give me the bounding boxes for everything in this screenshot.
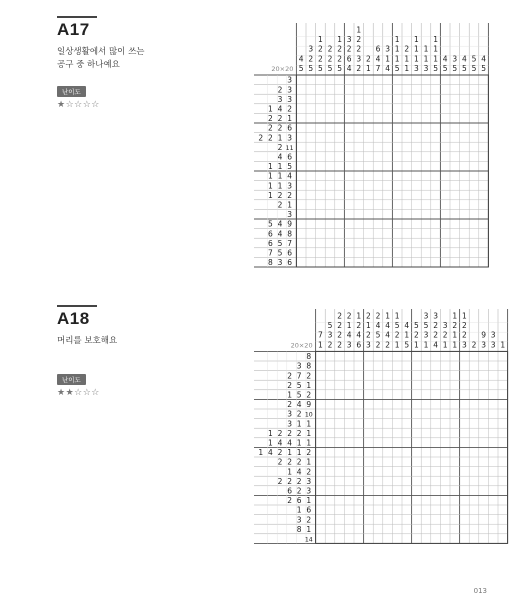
row-clue: 9 (306, 400, 312, 410)
row-clue: 11 (285, 144, 294, 152)
row-clue: 1 (268, 438, 273, 448)
row-clue: 1 (287, 114, 292, 124)
puzzle-id: A18 (57, 309, 90, 328)
row-clue: 1 (287, 390, 292, 400)
row-clue: 2 (277, 114, 283, 124)
row-clue: 3 (287, 133, 292, 143)
column-clue: 1 (500, 340, 506, 350)
row-clue: 1 (277, 133, 283, 143)
row-clue: 2 (268, 114, 273, 124)
row-clue: 2 (287, 400, 292, 410)
row-clue: 2 (277, 142, 283, 152)
row-clue: 1 (268, 162, 273, 172)
column-clue: 2 (433, 330, 438, 340)
row-clue: 14 (304, 536, 313, 544)
row-clue: 2 (277, 448, 283, 458)
grid-size-label: 20×20 (290, 341, 313, 350)
row-clue: 2 (306, 371, 312, 381)
column-clue: 3 (423, 63, 429, 73)
column-clue: 5 (471, 54, 477, 64)
title-rule (57, 16, 97, 18)
row-clue: 6 (306, 505, 312, 515)
column-clue: 1 (366, 63, 371, 73)
column-clue: 3 (346, 340, 352, 350)
column-clue: 5 (394, 63, 400, 73)
row-clue: 2 (277, 476, 283, 486)
column-clue: 2 (442, 330, 448, 340)
row-clue: 6 (287, 152, 292, 162)
column-clue: 2 (414, 330, 419, 340)
column-clue: 1 (337, 35, 342, 45)
row-clue: 2 (287, 104, 292, 114)
row-clue: 2 (296, 428, 302, 438)
row-clue: 4 (277, 219, 283, 229)
row-clue: 2 (287, 371, 292, 381)
row-clue: 1 (306, 524, 312, 534)
column-clue: 4 (375, 321, 381, 331)
column-clue: 3 (366, 340, 371, 350)
row-clue: 3 (296, 515, 302, 525)
column-clue: 3 (356, 54, 362, 64)
row-clue: 2 (306, 467, 312, 477)
row-clue: 1 (287, 200, 292, 210)
row-clue: 1 (268, 181, 273, 191)
row-clue: 1 (268, 171, 273, 181)
column-clue: 1 (318, 35, 323, 45)
row-clue: 2 (296, 457, 302, 467)
column-clue: 2 (327, 44, 333, 54)
puzzle-description: 머리를 보호해요 (57, 336, 118, 346)
column-clue: 3 (481, 340, 486, 350)
row-clue: 2 (287, 457, 292, 467)
row-clue: 2 (306, 448, 312, 458)
row-clue: 2 (287, 496, 292, 506)
row-clue: 2 (296, 409, 302, 419)
column-clue: 3 (423, 311, 429, 321)
row-clue: 4 (287, 438, 292, 448)
page-number: 013 (473, 587, 487, 595)
puzzle-a18-header (57, 305, 117, 399)
row-clue: 2 (268, 133, 273, 143)
column-clue: 1 (414, 340, 419, 350)
column-clue: 2 (385, 340, 390, 350)
column-clue: 5 (327, 63, 333, 73)
row-clue: 1 (306, 457, 312, 467)
row-clue: 2 (287, 380, 292, 390)
column-clue: 5 (481, 63, 486, 73)
grid-size-label: 20×20 (271, 65, 294, 73)
column-clue: 2 (308, 54, 314, 64)
column-clue: 1 (394, 54, 400, 64)
column-clue: 2 (452, 321, 458, 331)
row-clue: 1 (277, 181, 283, 191)
row-clue: 1 (296, 438, 302, 448)
row-clue: 2 (306, 390, 312, 400)
row-clue: 3 (306, 476, 312, 486)
puzzle-description: 일상생활에서 많이 쓰는 공구 중 하나예요 (57, 47, 145, 70)
column-clue: 1 (366, 321, 371, 331)
row-clue: 5 (277, 238, 283, 248)
column-clue: 1 (356, 25, 362, 35)
column-clue: 2 (318, 54, 323, 64)
row-clue: 2 (287, 476, 292, 486)
column-clue: 3 (442, 321, 448, 331)
column-clue: 3 (462, 340, 467, 350)
row-clue: 2 (306, 515, 312, 525)
row-clue: 3 (287, 419, 292, 429)
row-clue: 2 (296, 486, 302, 496)
row-clue: 6 (268, 238, 273, 248)
row-clue: 8 (306, 352, 312, 362)
column-clue: 5 (471, 63, 477, 73)
column-clue: 3 (490, 330, 496, 340)
column-clue: 1 (394, 340, 400, 350)
title-rule (57, 305, 97, 307)
column-clue: 3 (385, 44, 390, 54)
column-clue: 2 (366, 330, 371, 340)
row-clue: 8 (287, 229, 292, 239)
column-clue: 2 (337, 340, 342, 350)
row-clue: 3 (287, 181, 292, 191)
column-clue: 4 (462, 54, 467, 64)
column-clue: 5 (414, 321, 419, 331)
row-clue: 1 (306, 380, 312, 390)
row-clue: 4 (296, 467, 302, 477)
row-clue: 6 (268, 229, 273, 239)
column-clue: 6 (375, 44, 381, 54)
nonogram-svg (254, 309, 509, 545)
column-clue: 2 (337, 54, 342, 64)
column-clue: 2 (394, 330, 400, 340)
column-clue: 7 (375, 63, 381, 73)
column-clue: 1 (404, 54, 410, 64)
column-clue: 1 (318, 340, 323, 350)
row-clue: 2 (277, 200, 283, 210)
column-clue: 2 (337, 330, 342, 340)
row-clue: 5 (287, 162, 292, 172)
row-clue: 3 (287, 85, 292, 95)
column-clue: 4 (385, 330, 390, 340)
column-clue: 2 (337, 311, 342, 321)
nonogram-svg (254, 23, 490, 268)
row-clue: 1 (296, 505, 302, 515)
puzzle-id: A17 (57, 20, 90, 39)
column-clue: 2 (404, 44, 410, 54)
column-clue: 5 (375, 330, 381, 340)
row-clue: 1 (277, 162, 283, 172)
column-clue: 1 (452, 311, 458, 321)
row-clue: 3 (287, 75, 292, 85)
column-clue: 3 (490, 340, 496, 350)
row-clue: 5 (277, 248, 283, 258)
column-clue: 3 (423, 330, 429, 340)
column-clue: 5 (327, 321, 333, 331)
row-clue: 2 (277, 428, 283, 438)
row-clue: 1 (287, 467, 292, 477)
row-clue: 1 (268, 190, 273, 200)
column-clue: 5 (404, 340, 410, 350)
column-clue: 3 (346, 35, 352, 45)
column-clue: 2 (356, 35, 362, 45)
row-clue: 8 (306, 361, 312, 371)
row-clue: 2 (287, 428, 292, 438)
row-clue: 1 (296, 419, 302, 429)
column-clue: 2 (433, 321, 438, 331)
column-clue: 1 (346, 321, 352, 331)
column-clue: 4 (346, 63, 352, 73)
column-clue: 2 (337, 321, 342, 331)
row-clue: 4 (277, 229, 283, 239)
puzzle-a17-header (57, 16, 145, 111)
difficulty-badge: 난이도 (57, 374, 86, 385)
column-clue: 7 (318, 330, 323, 340)
column-clue: 2 (346, 44, 352, 54)
column-clue: 1 (394, 44, 400, 54)
column-clue: 4 (385, 321, 390, 331)
column-clue: 2 (356, 44, 362, 54)
column-clue: 5 (442, 63, 448, 73)
row-clue: 2 (277, 457, 283, 467)
difficulty-stars: ★☆☆☆☆ (57, 100, 100, 110)
column-clue: 2 (318, 44, 323, 54)
column-clue: 1 (433, 44, 438, 54)
row-clue: 1 (306, 428, 312, 438)
column-clue: 2 (471, 340, 477, 350)
column-clue: 2 (327, 54, 333, 64)
column-clue: 4 (433, 340, 438, 350)
column-clue: 2 (366, 311, 371, 321)
row-clue: 2 (277, 190, 283, 200)
row-clue: 1 (306, 438, 312, 448)
column-clue: 1 (452, 330, 458, 340)
column-clue: 1 (385, 54, 390, 64)
row-clue: 1 (258, 448, 264, 458)
column-clue: 1 (356, 311, 362, 321)
row-clue: 8 (296, 524, 302, 534)
row-clue: 1 (296, 448, 302, 458)
row-clue: 1 (287, 448, 292, 458)
column-clue: 4 (442, 54, 448, 64)
column-clue: 2 (356, 321, 362, 331)
row-clue: 4 (277, 438, 283, 448)
column-clue: 4 (298, 54, 304, 64)
row-clue: 3 (277, 94, 283, 104)
row-clue: 6 (287, 486, 292, 496)
column-clue: 1 (414, 44, 419, 54)
row-clue: 1 (306, 496, 312, 506)
row-clue: 6 (287, 123, 292, 133)
row-clue: 3 (287, 210, 292, 220)
row-clue: 7 (296, 371, 302, 381)
column-clue: 1 (423, 340, 429, 350)
row-clue: 1 (268, 104, 273, 114)
column-clue: 2 (356, 63, 362, 73)
column-clue: 1 (404, 330, 410, 340)
column-clue: 1 (462, 311, 467, 321)
column-clue: 1 (385, 311, 390, 321)
row-clue: 5 (296, 380, 302, 390)
row-clue: 4 (277, 104, 283, 114)
column-clue: 2 (375, 340, 381, 350)
column-clue: 2 (327, 340, 333, 350)
row-clue: 3 (287, 409, 292, 419)
row-clue: 2 (287, 190, 292, 200)
column-clue: 1 (423, 44, 429, 54)
column-clue: 1 (433, 35, 438, 45)
row-clue: 4 (287, 171, 292, 181)
column-clue: 4 (481, 54, 486, 64)
row-clue: 8 (268, 258, 273, 268)
column-clue: 4 (356, 330, 362, 340)
row-clue: 3 (277, 258, 283, 268)
row-clue: 5 (296, 390, 302, 400)
row-clue: 2 (258, 133, 264, 143)
column-clue: 2 (462, 330, 467, 340)
column-clue: 3 (414, 63, 419, 73)
row-clue: 1 (268, 428, 273, 438)
column-clue: 5 (318, 63, 323, 73)
nonogram-grid-a17[interactable] (254, 23, 490, 268)
row-clue: 6 (287, 258, 292, 268)
row-clue: 4 (296, 400, 302, 410)
column-clue: 2 (366, 54, 371, 64)
nonogram-grid-a18[interactable] (254, 309, 509, 545)
difficulty-stars: ★★☆☆☆ (57, 388, 100, 398)
column-clue: 5 (394, 321, 400, 331)
row-clue: 4 (277, 152, 283, 162)
column-clue: 1 (433, 54, 438, 64)
column-clue: 3 (452, 54, 458, 64)
column-clue: 2 (337, 44, 342, 54)
row-clue: 3 (287, 94, 292, 104)
row-clue: 1 (277, 171, 283, 181)
row-clue: 6 (296, 496, 302, 506)
column-clue: 9 (481, 330, 486, 340)
row-clue: 4 (268, 448, 273, 458)
column-clue: 5 (433, 63, 438, 73)
column-clue: 1 (394, 311, 400, 321)
column-clue: 1 (394, 35, 400, 45)
column-clue: 5 (423, 321, 429, 331)
row-clue: 6 (287, 248, 292, 258)
column-clue: 2 (462, 321, 467, 331)
column-clue: 2 (346, 311, 352, 321)
column-clue: 4 (385, 63, 390, 73)
column-clue: 1 (452, 340, 458, 350)
column-clue: 1 (442, 340, 448, 350)
column-clue: 3 (308, 44, 314, 54)
column-clue: 1 (423, 54, 429, 64)
column-clue: 4 (375, 54, 381, 64)
column-clue: 4 (404, 321, 410, 331)
row-clue: 2 (268, 123, 273, 133)
row-clue: 1 (306, 419, 312, 429)
row-clue: 2 (277, 123, 283, 133)
column-clue: 1 (404, 63, 410, 73)
column-clue: 6 (356, 340, 362, 350)
difficulty-badge: 난이도 (57, 86, 86, 97)
row-clue: 3 (296, 361, 302, 371)
column-clue: 2 (375, 311, 381, 321)
row-clue: 7 (268, 248, 273, 258)
row-clue: 9 (287, 219, 292, 229)
column-clue: 5 (308, 63, 314, 73)
column-clue: 5 (337, 63, 342, 73)
row-clue: 2 (277, 85, 283, 95)
column-clue: 4 (346, 330, 352, 340)
row-clue: 2 (296, 476, 302, 486)
column-clue: 3 (433, 311, 438, 321)
column-clue: 1 (414, 35, 419, 45)
column-clue: 5 (452, 63, 458, 73)
row-clue: 3 (306, 486, 312, 496)
column-clue: 6 (346, 54, 352, 64)
column-clue: 5 (462, 63, 467, 73)
column-clue: 1 (414, 54, 419, 64)
column-clue: 3 (327, 330, 333, 340)
row-clue: 5 (268, 219, 273, 229)
row-clue: 10 (304, 411, 313, 419)
row-clue: 7 (287, 238, 292, 248)
column-clue: 5 (298, 63, 304, 73)
